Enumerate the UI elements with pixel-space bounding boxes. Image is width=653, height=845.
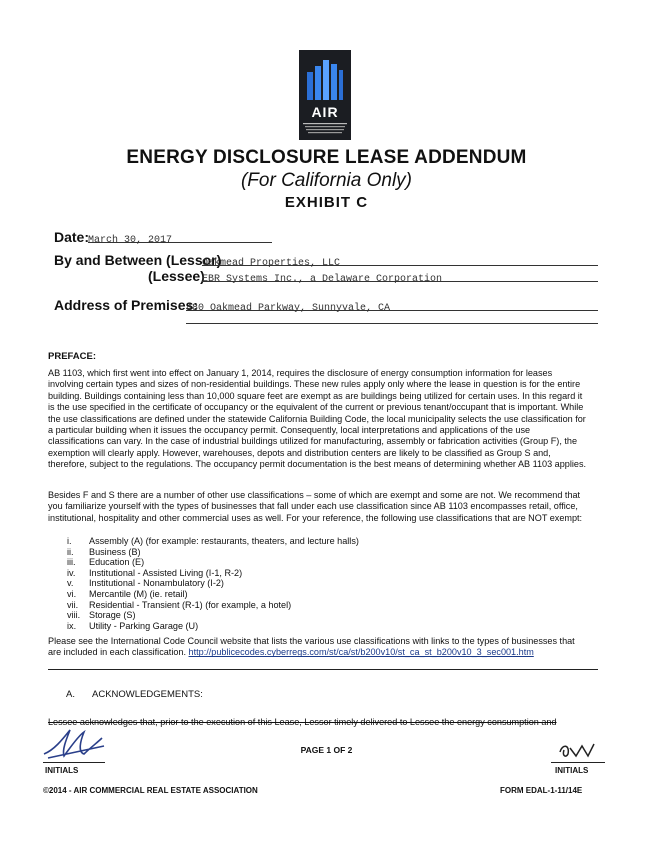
premises-value: 480 Oakmead Parkway, Sunnyvale, CA <box>186 303 391 314</box>
date-value: March 30, 2017 <box>88 235 173 246</box>
list-item: iii. Education (E) <box>67 557 145 568</box>
para2-line: institutional, hospitality and other commercial uses as well. For your reference, the following use classifications that are NOT exempt: <box>48 512 583 523</box>
lessee-field[interactable] <box>202 268 598 285</box>
para3-line-2: are included in each classification. http://publicecodes.cyberregs.com/st/ca/st/b200v10/st_ca_st_b200v10_3_sec001.htm <box>48 647 534 658</box>
lessee-value: EBR Systems Inc., a Delaware Corporation <box>202 274 443 285</box>
section-divider <box>48 669 598 670</box>
struck-acknowledgement-text: Lessee acknowledges that, prior to the execution of this Lease, Lessor timely delivered to Lessee the energy consumption and <box>48 717 557 727</box>
section-a-letter: A. <box>66 689 75 700</box>
para1-line: is the use specified in the certificate of occupancy or the equivalent of the current or previous tenant/occupant that is important. While <box>48 402 584 413</box>
preface-paragraph-1 <box>48 368 608 471</box>
para1-line: involving certain types and sizes of non-residential buildings. These new rules apply only where the lease in question is for the entire <box>48 379 581 390</box>
initials-label-right: INITIALS <box>555 766 589 775</box>
lessor-field[interactable] <box>202 252 598 269</box>
lessor-value: Oakmead Properties, LLC <box>202 258 341 269</box>
lessor-initials-signature <box>40 724 110 762</box>
copyright-notice: ©2014 - AIR COMMERCIAL REAL ESTATE ASSOCIATION <box>43 786 258 795</box>
list-item: i. Assembly (A) (for example: restaurants, theaters, and lecture halls) <box>67 536 359 546</box>
icc-website-link[interactable]: http://publicecodes.cyberregs.com/st/ca/st/b200v10/st_ca_st_b200v10_3_sec001.htm <box>188 647 534 658</box>
initials-line-right <box>551 762 605 763</box>
para1-line: a particular building when it issues the occupancy permit. Consequently, local interpretations and applications of the use <box>48 425 531 436</box>
lessee-initials-signature <box>556 736 606 762</box>
premises-field[interactable] <box>186 297 598 314</box>
date-field[interactable] <box>88 229 272 246</box>
page-indicator: PAGE 1 OF 2 <box>300 745 353 755</box>
para1-line: classifications can vary. In the case of industrial buildings utilized for manufacturing, assembly or fabrication activities (Group F), the <box>48 436 578 447</box>
exhibit-label: EXHIBIT C <box>284 194 369 211</box>
air-logo <box>299 50 351 140</box>
initials-line-left <box>43 762 105 763</box>
list-item: vi. Mercantile (M) (ie. retail) <box>67 588 188 599</box>
building-bars-icon <box>306 58 344 100</box>
initials-label-left: INITIALS <box>45 766 79 775</box>
preface-heading: PREFACE: <box>48 351 97 362</box>
para1-line: the use classifications are defined under the statewide California Building Code, the local municipality selects the use classification for <box>48 413 586 424</box>
list-item: vii. Residential - Transient (R-1) (for example, a hotel) <box>67 599 292 610</box>
lessor-label: By and Between (Lessor) <box>54 252 222 268</box>
para2-line: Besides F and S there are a number of other use classifications – some of which are exempt and some are not. We recommend that <box>48 490 581 500</box>
premises-field-line-2[interactable] <box>186 314 598 324</box>
list-item: ii. Business (B) <box>67 546 141 557</box>
logo-subtext-lines <box>303 122 347 136</box>
list-item: iv. Institutional - Assisted Living (I-1, R-2) <box>67 567 243 578</box>
list-item: ix. Utility - Parking Garage (U) <box>67 620 199 631</box>
document-subtitle: (For California Only) <box>240 170 413 191</box>
para1-line: therefore, subject to the regulations. The occupancy permit documentation is the best means of determining whether AB 1103 applies. <box>48 459 587 470</box>
para1-line: building. Buildings containing less than 10,000 square feet are exempt as are buildings being utilized for certain uses. In this regard it <box>48 390 583 401</box>
form-number: FORM EDAL-1-11/14E <box>500 786 583 795</box>
para1-line: AB 1103, which first went into effect on January 1, 2014, requires the disclosure of energy consumption information for leases <box>48 368 553 378</box>
document-title: ENERGY DISCLOSURE LEASE ADDENDUM <box>126 147 527 168</box>
para3-line: Please see the International Code Council website that lists the various use classifications with links to the types of businesses that <box>48 636 575 646</box>
section-a-heading: ACKNOWLEDGEMENTS: <box>92 689 203 700</box>
premises-label: Address of Premises: <box>54 297 198 313</box>
lessee-label: (Lessee) <box>148 268 205 284</box>
list-item: viii. Storage (S) <box>67 610 136 621</box>
use-classification-list <box>67 536 587 631</box>
preface-paragraph-2 <box>48 490 608 524</box>
list-item: v. Institutional - Nonambulatory (I-2) <box>67 578 224 589</box>
para1-line: exemption will clearly apply. However, warehouses, depots and distribution centers are likely to be classified as Group S and, <box>48 447 551 458</box>
para2-line: you familiarize yourself with the types of businesses that fall under each use classification since AB 1103 encompasses retail, office, <box>48 501 578 512</box>
date-label: Date: <box>54 229 90 245</box>
preface-paragraph-3 <box>48 636 618 659</box>
logo-text: AIR <box>311 104 339 120</box>
